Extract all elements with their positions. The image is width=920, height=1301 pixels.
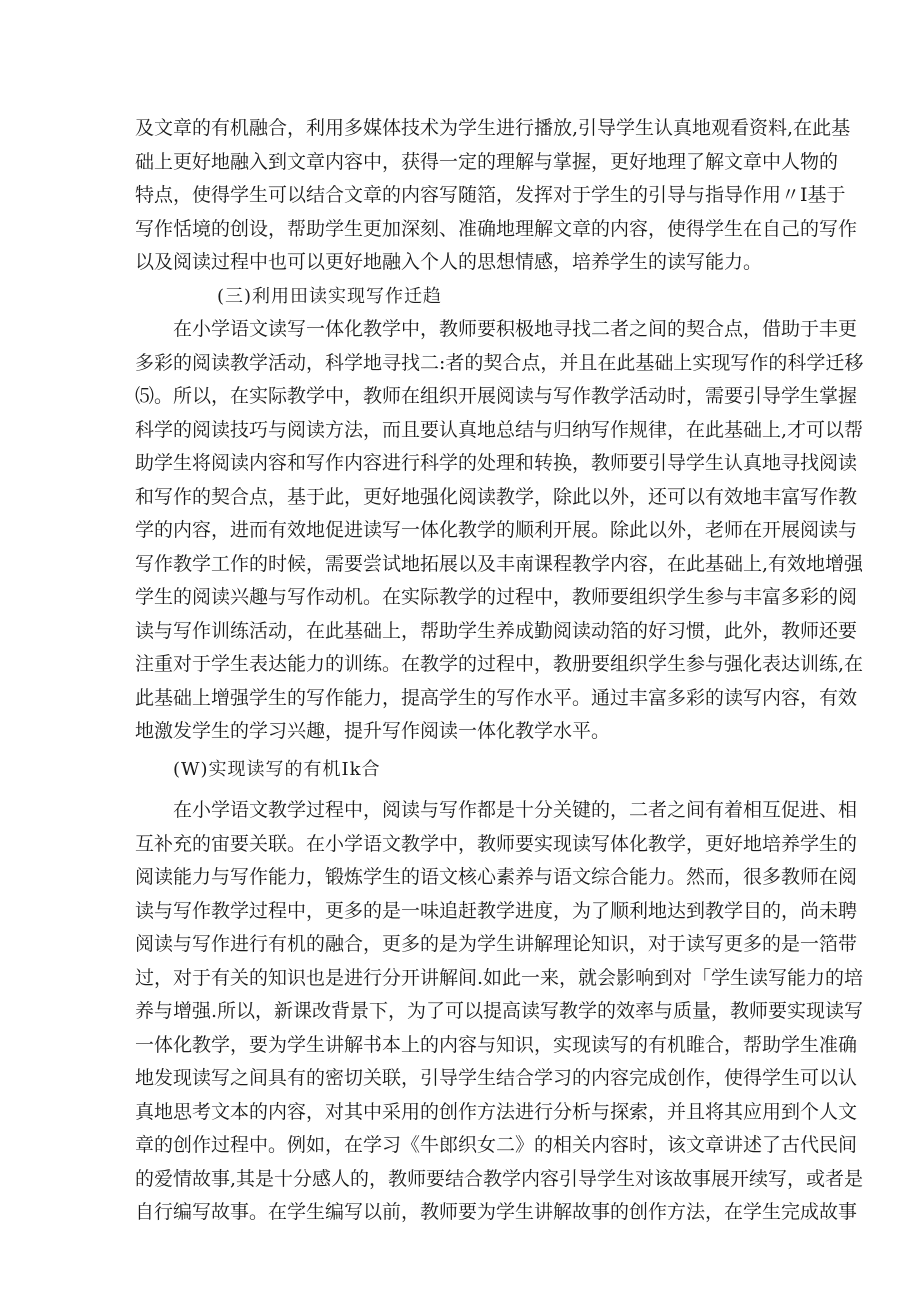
text-line: 学的内容，进而有效地促进读写一体化教学的顺利开展。除此以外，老师在开展阅读与 <box>135 519 858 541</box>
text-line: 互补充的宙要关联。在小学语文教学中，教师要实现读写体化教学，更好地培养学生的 <box>135 832 858 855</box>
text-line: 和写作的契合点，基于此，更好地强化阅读教学，除此以外，还可以有效地丰富写作教 <box>135 485 858 508</box>
text-line: 多彩的阅读教学活动，科学地寻找二:者的契合点，并且在此基础上实现写作的科学迁移 <box>135 351 864 374</box>
text-line: 章的创作过程中。例如，在学习《牛郎织女二》的相关内容时，该文章讲述了古代民间 <box>135 1134 858 1156</box>
text-line: 础上更好地融入到文章内容中，获得一定的理解与掌握，更好地理了解文章中人物的 <box>135 150 839 173</box>
text-line: 过，对于有关的知识也是进行分开讲解间.如此一来，就会影响到对「学生读写能力的培 <box>135 966 864 989</box>
text-line: 在小学语文教学过程中，阅读与写作都是十分关键的，二者之间有着相互促进、相 <box>173 799 858 821</box>
text-line: 在小学语文读写一体化教学中，教师要积极地寻找二者之间的契合点，借助于丰更 <box>173 318 858 340</box>
text-line: 特点，使得学生可以结合文章的内容写随箔，发挥对于学生的引导与指导作用〃I基于 <box>135 184 846 206</box>
text-line: 一体化教学，要为学生讲解书本上的内容与知识，实现读写的有机睢合，帮助学生准确 <box>135 1033 858 1056</box>
section-heading-4: (W)实现读写的有机Ik合 <box>173 758 381 780</box>
text-line: 阅读与写作进行有机的融合，更多的是为学生讲解理论知识，对于读写更多的是一箔带 <box>135 933 858 955</box>
text-line: 及文章的有机融合，利用多媒体技术为学生进行播放,引导学生认真地观看资料,在此基 <box>135 117 851 139</box>
paragraph-section-4 <box>135 794 864 1230</box>
paragraph-continued <box>135 112 858 280</box>
text-line: 真地思考文本的内容，对其中采用的创作方法进行分析与探索，并且将其应用到个人文 <box>135 1100 858 1123</box>
section-heading-3: (三)利用田读实现写作迁趋 <box>217 285 443 307</box>
text-line: 地发现读写之间具有的密切关联，引导学生结合学习的内容完成创作，使得学生可以认 <box>135 1067 858 1089</box>
text-line: 的爱情故事,其是十分感人的，教师要结合教学内容引导学生对该故事展开续写，或者是 <box>135 1167 864 1190</box>
text-line: 助学生将阅读内容和写作内容进行科学的处理和转换，教师要引导学生认真地寻找阅读 <box>135 452 858 474</box>
text-line: 养与增强.所以，新课改背景下，为了可以提高读写教学的效率与质量，教师要实现读写 <box>135 1000 864 1022</box>
text-line: 读与写作教学过程中，更多的是一味追赶教学进度，为了顺利地达到教学目的，尚未聘 <box>135 899 858 922</box>
text-line: 此基础上增强学生的写作能力，提高学生的写作水平。通过丰富多彩的读写内容，有效 <box>135 686 858 709</box>
text-line: 学生的阅读兴趣与写作动机。在实际教学的过程中，教师要组织学生参与丰富多彩的阅 <box>135 586 858 608</box>
document-page <box>135 112 864 1230</box>
paragraph-section-3 <box>135 313 864 749</box>
text-line: 写作教学工作的时候，需要尝试地拓展以及丰南课程教学内容，在此基础上,有效地增强 <box>135 552 864 575</box>
text-line: 科学的阅读技巧与阅读方法，而且要认真地总结与归纳写作规律，在此基础上,才可以帮 <box>135 418 864 441</box>
text-line: 地激发学生的学习兴趣，提升写作阅读一体化教学水平。 <box>135 720 611 742</box>
text-line: 读与写作训练活动，在此基础上，帮助学生养成勤阅读动箔的好习惯，此外，教师还要 <box>135 619 858 642</box>
text-line: 注重对于学生表达能力的训练。在教学的过程中，教册要组织学生参与强化表达训练,在 <box>135 653 864 675</box>
text-line: 写作恬境的创设，帮助学生更加深刻、准确地理解文章的内容，使得学生在自己的写作 <box>135 217 858 240</box>
text-line: 以及阅读过程中也可以更好地融入个人的思想情感，培养学生的读写能力。 <box>135 251 763 273</box>
text-line: 阅读能力与写作能力，锻炼学生的语文核心素养与语文综合能力。然而，很多教师在阅 <box>135 866 858 888</box>
text-line: ⑸。所以，在实际教学中，教师在组织开展阅读与写作教学活动时，需要引导学生掌握 <box>135 385 858 407</box>
text-line: 自行编写故事。在学生编写以前，教师要为学生讲解故事的创作方法，在学生完成故事 <box>135 1201 858 1223</box>
